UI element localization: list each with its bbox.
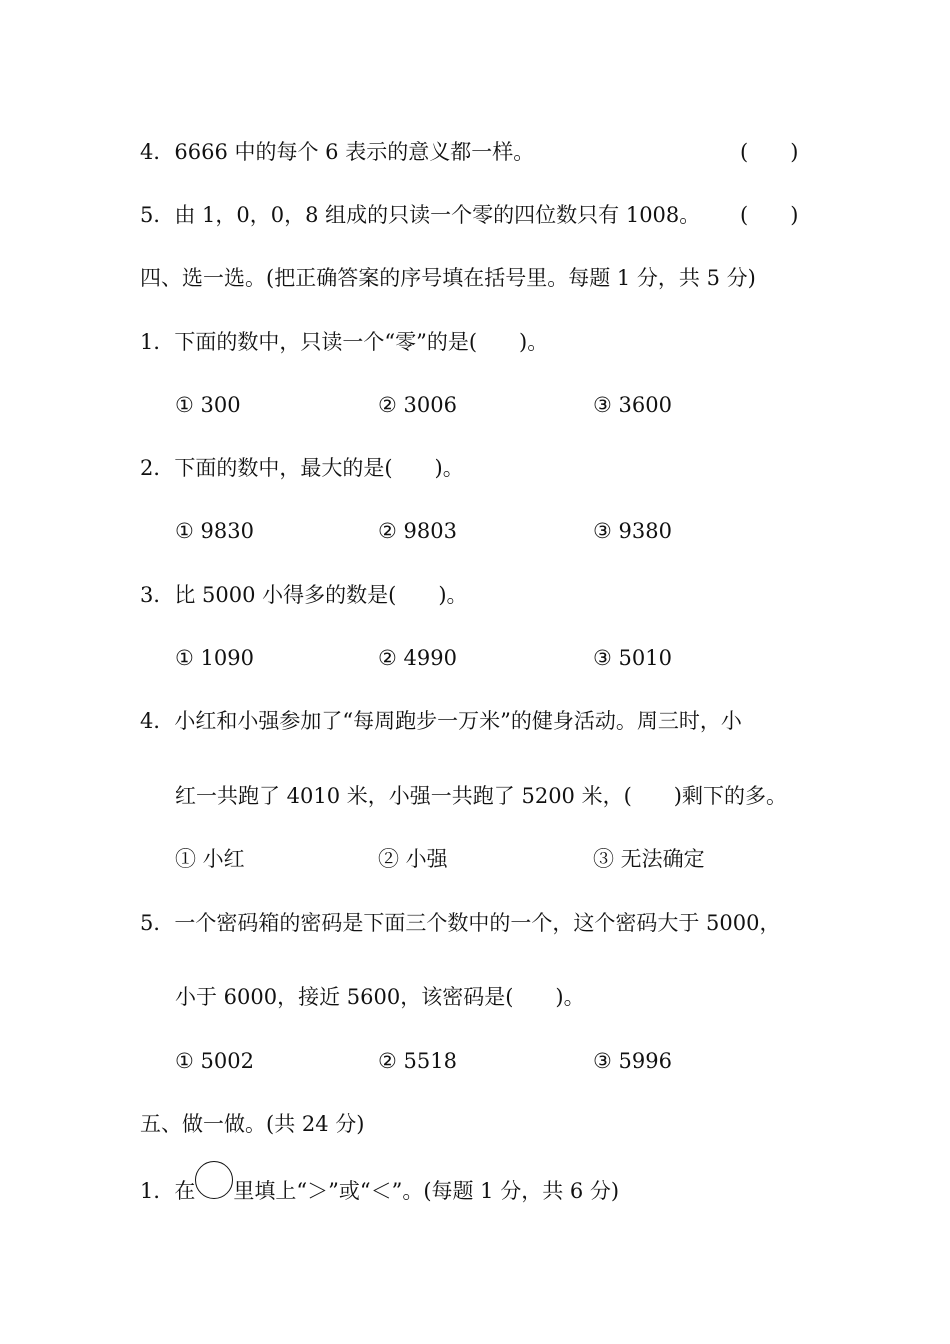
question-suffix: 里填上“＞”或“＜”。(每题 1 分，共 6 分) <box>233 1179 620 1203</box>
choice-question-5-line1: 5．一个密码箱的密码是下面三个数中的一个，这个密码大于 5000， <box>140 911 781 935</box>
option-1[interactable]: ① 小红 <box>175 847 245 871</box>
option-3[interactable]: ③ 无法确定 <box>593 847 705 871</box>
judge-question-4: 4．6666 中的每个 6 表示的意义都一样。 <box>140 140 535 164</box>
section-title: 四、选一选。(把正确答案的序号填在括号里。每题 1 分，共 5 分) <box>140 266 756 290</box>
option-3[interactable]: ③ 3600 <box>593 393 672 417</box>
answer-paren[interactable]: ( ) <box>740 203 799 227</box>
judge-question-5: 5．由 1，0，0，8 组成的只读一个零的四位数只有 1008。 <box>140 203 701 227</box>
choice-question-2: 2．下面的数中，最大的是( )。 <box>140 456 464 480</box>
option-2[interactable]: ② 3006 <box>378 393 457 417</box>
do-question-1 <box>140 1177 619 1205</box>
choice-question-4-line1: 4．小红和小强参加了“每周跑步一万米”的健身活动。周三时，小 <box>140 709 742 733</box>
choice-question-1: 1．下面的数中，只读一个“零”的是( )。 <box>140 330 549 354</box>
option-3[interactable]: ③ 5996 <box>593 1049 672 1073</box>
question-prefix: 1．在 <box>140 1179 196 1203</box>
choice-question-3: 3．比 5000 小得多的数是( )。 <box>140 583 468 607</box>
option-1[interactable]: ① 1090 <box>175 646 254 670</box>
choice-question-5-line2: 小于 6000，接近 5600，该密码是( )。 <box>175 985 585 1009</box>
section-title: 五、做一做。(共 24 分) <box>140 1112 365 1136</box>
option-2[interactable]: ② 小强 <box>378 847 448 871</box>
answer-paren[interactable]: ( ) <box>740 140 799 164</box>
option-2[interactable]: ② 5518 <box>378 1049 457 1073</box>
option-2[interactable]: ② 9803 <box>378 519 457 543</box>
circle-blank-icon <box>195 1177 233 1205</box>
choice-question-4-line2: 红一共跑了 4010 米，小强一共跑了 5200 米，( )剩下的多。 <box>175 784 787 808</box>
option-3[interactable]: ③ 5010 <box>593 646 672 670</box>
option-1[interactable]: ① 5002 <box>175 1049 254 1073</box>
option-3[interactable]: ③ 9380 <box>593 519 672 543</box>
option-2[interactable]: ② 4990 <box>378 646 457 670</box>
option-1[interactable]: ① 300 <box>175 393 241 417</box>
option-1[interactable]: ① 9830 <box>175 519 254 543</box>
